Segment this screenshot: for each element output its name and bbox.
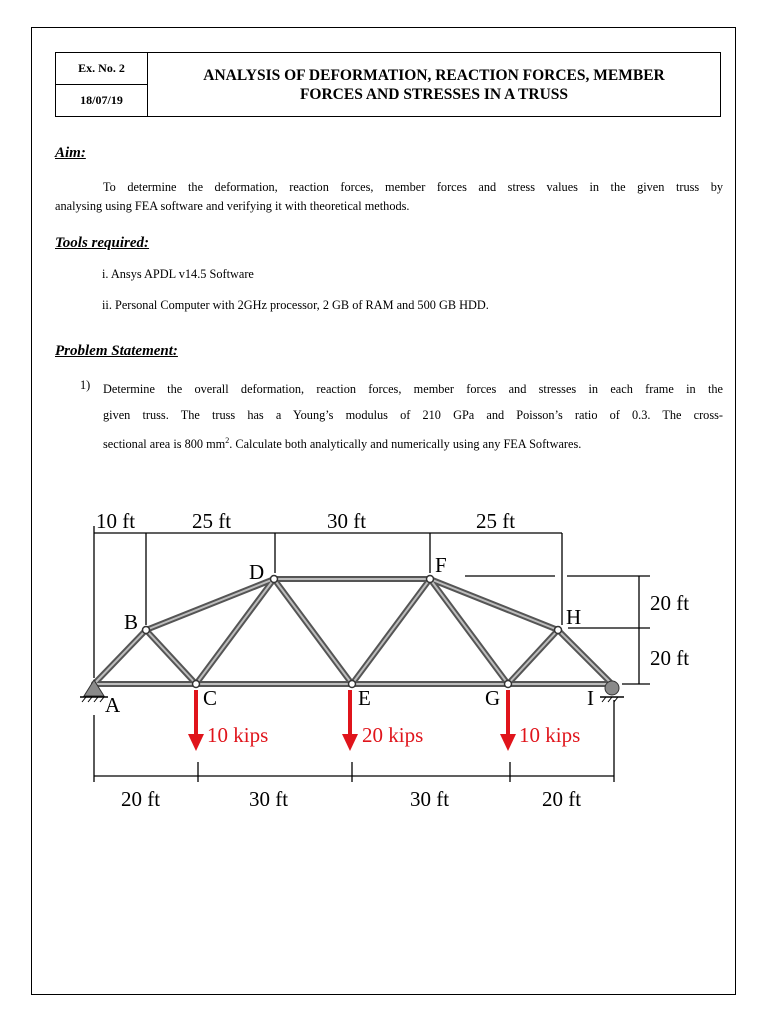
load-label-c: 10 kips [207,723,269,747]
problem-text [103,376,723,457]
truss-figure [0,480,768,840]
node-label-d: D [249,560,265,584]
document-title [148,53,720,116]
aim-heading: Aim: [55,145,86,161]
top-dim-label-1: 10 ft [96,509,136,533]
joint-h [555,627,562,634]
title-line-2: FORCES AND STRESSES IN A TRUSS [299,85,569,103]
load-labels [207,723,580,747]
top-dim-label-2: 25 ft [192,509,232,533]
load-label-e: 20 kips [362,723,424,747]
joint-f [427,576,434,583]
bottom-dim-label-1: 20 ft [121,787,161,811]
header-meta [56,53,148,116]
problem-line-3-a: sectional area is 800 mm [103,437,226,452]
aim-line-1: To determine the deformation, reaction forces, member forces and stress values in the given truss by [103,180,723,194]
joint-b [143,627,150,634]
problem-line-1: Determine the overall deformation, reaction forces, member forces and stresses in each frame in the [103,382,723,396]
aim-paragraph [55,178,723,216]
bottom-dim-label-2: 30 ft [249,787,289,811]
top-dim-label-4: 25 ft [476,509,516,533]
node-label-c: C [203,686,218,710]
exercise-number: Ex. No. 2 [56,53,147,85]
problem-number: 1) [80,378,91,392]
joint-d [271,576,278,583]
problem-heading: Problem Statement: [55,343,178,359]
bottom-dim-label-4: 20 ft [542,787,582,811]
load-arrow-c-head [188,734,204,751]
tool-item-2: ii. Personal Computer with 2GHz processor, 2 GB of RAM and 500 GB HDD. [102,298,489,312]
tools-heading: Tools required: [55,235,150,251]
highlight-gh [508,630,558,684]
node-label-a: A [105,693,121,717]
load-arrow-g-head [500,734,516,751]
height-dim-label-1: 20 ft [650,591,690,615]
bottom-dimension-labels [121,787,581,811]
node-label-e: E [358,686,371,710]
tool-item-1: i. Ansys APDL v14.5 Software [102,267,254,281]
node-label-f: F [435,553,447,577]
joint-e [349,681,356,688]
node-label-g: G [485,686,501,710]
joint-c [193,681,200,688]
joint-g [505,681,512,688]
top-dimension-labels [96,509,515,533]
load-label-g: 10 kips [519,723,581,747]
load-arrow-e-head [342,734,358,751]
problem-line-3 [103,428,723,457]
highlight-ef [352,579,430,684]
top-dim-label-3: 30 ft [327,509,367,533]
problem-line-3-b: . Calculate both analytically and numerically using any FEA Softwares. [229,437,582,452]
highlight-bc [146,630,196,684]
truss-members [94,579,612,684]
exercise-date: 18/07/19 [80,93,123,107]
node-label-h: H [566,605,582,629]
truss-member-highlights [94,579,612,684]
highlight-de [274,579,352,684]
height-dimension-labels [650,591,689,670]
problem-line-2: given truss. The truss has a Young’s modulus of 210 GPa and Poisson’s ratio of 0.3. The cross- [103,408,723,422]
height-dim-label-2: 20 ft [650,646,690,670]
superscript-2: 2 [225,436,230,445]
roller-circle [605,681,619,695]
title-line-1: ANALYSIS OF DEFORMATION, REACTION FORCES, MEMBER [203,66,665,84]
header-table [55,52,721,117]
node-label-b: B [124,610,139,634]
bottom-dim-label-3: 30 ft [410,787,450,811]
highlight-hi [558,630,612,684]
aim-line-2: analysing using FEA software and verifying it with theoretical methods. [55,199,410,213]
highlight-ab [94,630,146,684]
node-label-i: I [587,686,594,710]
